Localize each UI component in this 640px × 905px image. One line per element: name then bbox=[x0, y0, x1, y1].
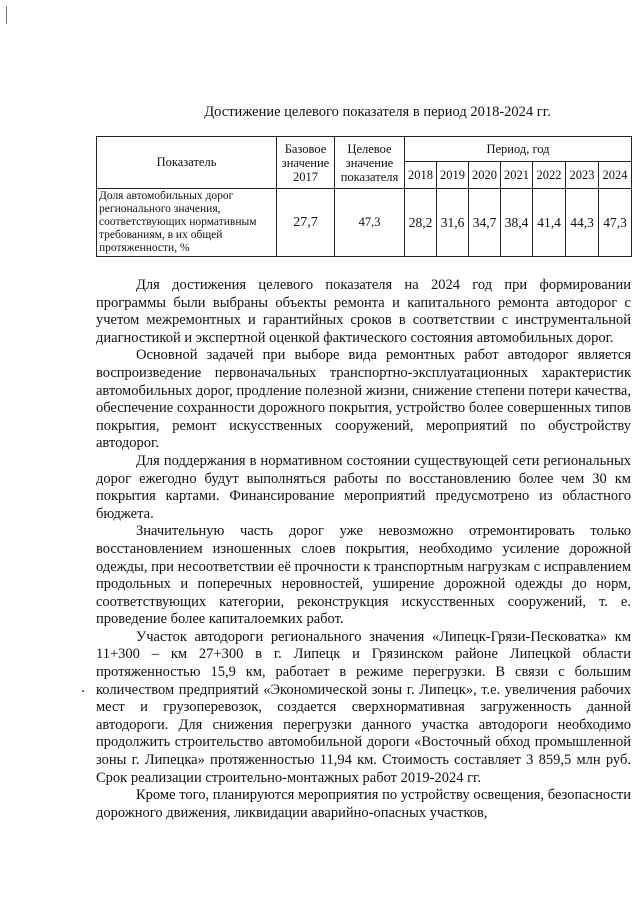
header-year: 2020 bbox=[469, 162, 501, 189]
table-header-row bbox=[97, 137, 632, 162]
year-value-cell: 34,7 bbox=[469, 189, 501, 257]
header-year: 2021 bbox=[501, 162, 533, 189]
header-year: 2018 bbox=[405, 162, 437, 189]
table-title: Достижение целевого показателя в период 2018-2024 гг. bbox=[204, 104, 551, 120]
indicator-table bbox=[96, 136, 632, 257]
year-value-cell: 38,4 bbox=[501, 189, 533, 257]
paragraph: Основной задачей при выборе вида ремонтных работ автодорог является воспроизведение первоначальных транспортно-эксплуатационных характеристик автомобильных дорог, продление полезной жизни, снижение степени потери качества, обеспечение сохранности дорожного покрытия, устройство более совершенных типов покрытия, ремонт искусственных сооружений, мероприятий по обустройству автодорог. bbox=[96, 347, 631, 452]
base-value-cell: 27,7 bbox=[277, 189, 335, 257]
year-value-cell: 47,3 bbox=[599, 189, 632, 257]
document-body bbox=[96, 277, 631, 822]
scan-dot-mark bbox=[82, 690, 84, 692]
header-year: 2024 bbox=[599, 162, 632, 189]
indicator-name-cell: Доля автомобильных дорог регионального значения, соответствующих нормативным требованиям, в их общей протяженности, % bbox=[97, 189, 277, 257]
target-value-cell: 47,3 bbox=[335, 189, 405, 257]
paragraph: Кроме того, планируются мероприятия по устройству освещения, безопасности дорожного движения, ликвидации аварийно-опасных участков, bbox=[96, 787, 631, 821]
paragraph: Участок автодороги регионального значения «Липецк-Грязи-Песковатка» км 11+300 – км 27+300 в г. Липецк и Грязинском районе Липецкой области протяженностью 15,9 км, работает в режиме перегрузки. В связи с большим количеством предприятий «Экономической зоны г. Липецк», т.е. увеличения рабочих мест и грузоперевозок, создается сверхнормативная загруженность данной автодороги. Для снижения перегрузки данного участка автодороги необходимо продолжить строительство автомобильной дороги «Восточный обход промышленной зоны г. Липецка» протяженностью 11,94 км. Стоимость составляет 3 859,5 млн руб. Срок реализации строительно-монтажных работ 2019-2024 гг. bbox=[96, 628, 631, 786]
scan-edge-mark bbox=[6, 6, 7, 24]
header-year: 2023 bbox=[566, 162, 599, 189]
header-target-value: Целевое значение показателя bbox=[335, 137, 405, 189]
year-value-cell: 28,2 bbox=[405, 189, 437, 257]
header-indicator: Показатель bbox=[97, 137, 277, 189]
year-value-cell: 31,6 bbox=[437, 189, 469, 257]
header-period: Период, год bbox=[405, 137, 632, 162]
year-value-cell: 44,3 bbox=[566, 189, 599, 257]
paragraph: Для поддержания в нормативном состоянии существующей сети региональных дорог ежегодно будут выполняться работы по восстановлению более чем 30 км покрытия картами. Финансирование мероприятий предусмотрено из областного бюджета. bbox=[96, 452, 631, 522]
header-base-value: Базовое значение 2017 bbox=[277, 137, 335, 189]
year-value-cell: 41,4 bbox=[533, 189, 566, 257]
header-year: 2022 bbox=[533, 162, 566, 189]
table-row bbox=[97, 189, 632, 257]
header-year: 2019 bbox=[437, 162, 469, 189]
paragraph: Для достижения целевого показателя на 2024 год при формировании программы были выбраны объекты ремонта и капитального ремонта автодорог с учетом межремонтных и гарантийных сроков в соответствии с инструментальной диагностикой и экспертной оценкой фактического состояния автомобильных дорог. bbox=[96, 277, 631, 346]
paragraph: Значительную часть дорог уже невозможно отремонтировать только восстановлением изношенных слоев покрытия, необходимо усиление дорожной одежды, при несоответствии её прочности к транспортным нагрузкам с исправлением продольных и поперечных неровностей, уширение дорожной одежды до норм, соответствующих категории, реконструкция искусственных сооружений, т. е. проведение более капиталоемких работ. bbox=[96, 523, 631, 628]
